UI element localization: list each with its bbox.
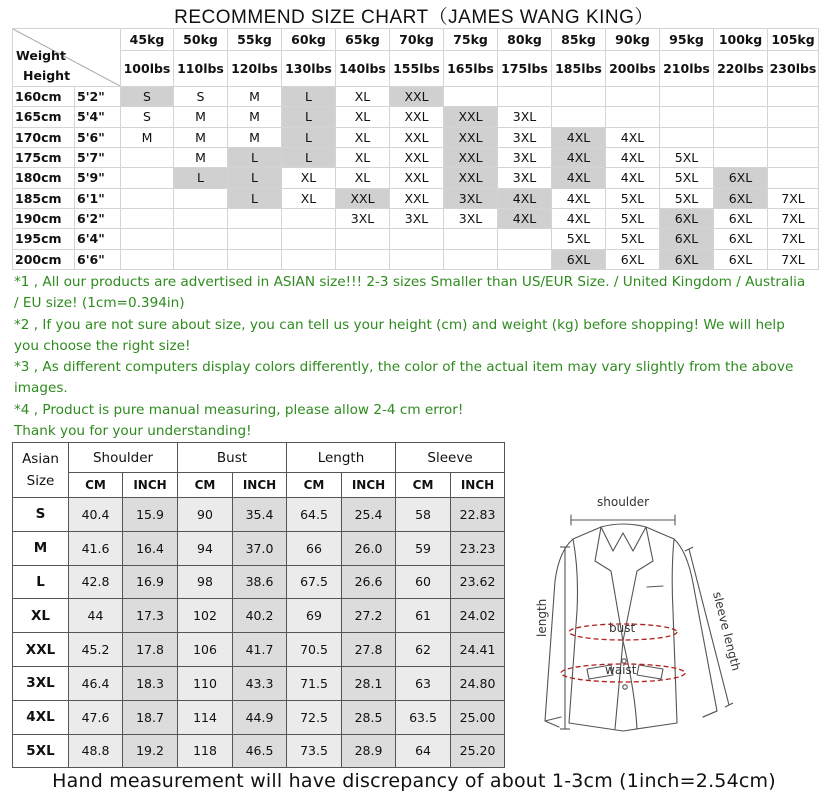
size-cell	[660, 127, 714, 147]
asian-size: L	[13, 565, 69, 599]
asian-size: 3XL	[13, 666, 69, 700]
size-cell: XXL	[390, 147, 444, 167]
size-cell: 7XL	[768, 249, 819, 269]
height-ft: 5'4"	[75, 107, 121, 127]
height-cm: 175cm	[13, 147, 75, 167]
size-cell: 3XL	[444, 208, 498, 228]
size-cell	[714, 147, 768, 167]
height-label: Height	[23, 68, 71, 83]
size-cell: 6XL	[714, 249, 768, 269]
asian-size: 5XL	[13, 734, 69, 768]
weight-lbs-header: 110lbs	[174, 51, 228, 87]
size-cell: 6XL	[714, 229, 768, 249]
measurement-value: 114	[178, 700, 233, 734]
size-cell: XXL	[444, 107, 498, 127]
measurement-row	[13, 531, 505, 565]
size-cell	[336, 249, 390, 269]
measurement-value: 45.2	[69, 633, 123, 667]
size-cell: 4XL	[552, 147, 606, 167]
size-cell: XL	[282, 188, 336, 208]
size-cell: XXL	[390, 188, 444, 208]
measurement-value: 66	[287, 531, 342, 565]
unit-header: INCH	[451, 473, 505, 498]
size-cell: M	[121, 127, 174, 147]
measurement-value: 59	[396, 531, 451, 565]
sleeve-length-label: sleeve length	[710, 590, 744, 673]
measurement-value: 64	[396, 734, 451, 768]
asian-size: 4XL	[13, 700, 69, 734]
size-cell: 4XL	[552, 208, 606, 228]
size-cell: 6XL	[660, 249, 714, 269]
size-cell: 4XL	[498, 208, 552, 228]
size-cell	[768, 86, 819, 106]
size-cell	[121, 208, 174, 228]
size-label: Size	[26, 473, 55, 489]
size-cell: L	[282, 147, 336, 167]
measurement-value: 69	[287, 599, 342, 633]
weight-lbs-header: 120lbs	[228, 51, 282, 87]
measurement-row	[13, 666, 505, 700]
height-cm: 160cm	[13, 86, 75, 106]
measurement-value: 17.3	[123, 599, 178, 633]
size-cell: XL	[282, 168, 336, 188]
size-cell	[282, 229, 336, 249]
size-cell: 4XL	[498, 188, 552, 208]
size-cell: XXL	[444, 147, 498, 167]
size-cell	[282, 249, 336, 269]
size-cell: 4XL	[606, 127, 660, 147]
measurement-value: 37.0	[233, 531, 287, 565]
size-cell: 6XL	[606, 249, 660, 269]
size-cell	[768, 147, 819, 167]
weight-kg-header: 90kg	[606, 29, 660, 51]
height-ft: 6'1"	[75, 188, 121, 208]
measurement-value: 72.5	[287, 700, 342, 734]
measurement-value: 25.00	[451, 700, 505, 734]
size-cell	[768, 107, 819, 127]
measurement-table	[12, 442, 505, 768]
size-cell: 3XL	[498, 127, 552, 147]
size-cell: L	[228, 168, 282, 188]
height-row	[13, 188, 819, 208]
bust-label: bust	[609, 621, 636, 635]
measurement-value: 62	[396, 633, 451, 667]
size-cell: 5XL	[606, 229, 660, 249]
note-thanks: Thank you for your understanding!	[14, 423, 252, 440]
measurement-value: 106	[178, 633, 233, 667]
measurement-value: 42.8	[69, 565, 123, 599]
measurement-value: 28.5	[342, 700, 396, 734]
weight-kg-header: 80kg	[498, 29, 552, 51]
weight-lbs-header: 220lbs	[714, 51, 768, 87]
measurement-value: 63.5	[396, 700, 451, 734]
unit-header: INCH	[123, 473, 178, 498]
size-cell: 5XL	[660, 147, 714, 167]
size-cell: M	[228, 86, 282, 106]
size-cell	[121, 147, 174, 167]
height-row	[13, 229, 819, 249]
size-cell: S	[121, 107, 174, 127]
unit-header: INCH	[342, 473, 396, 498]
measurement-value: 25.4	[342, 498, 396, 532]
size-cell: 6XL	[660, 229, 714, 249]
measurement-value: 64.5	[287, 498, 342, 532]
size-cell: 4XL	[552, 188, 606, 208]
size-cell: 5XL	[606, 208, 660, 228]
size-cell	[768, 168, 819, 188]
measurement-value: 118	[178, 734, 233, 768]
height-ft: 5'6"	[75, 127, 121, 147]
measurement-value: 47.6	[69, 700, 123, 734]
unit-header: CM	[69, 473, 123, 498]
measurement-value: 70.5	[287, 633, 342, 667]
size-cell: 6XL	[660, 208, 714, 228]
size-cell: 3XL	[390, 208, 444, 228]
notes	[14, 272, 814, 442]
measurement-row	[13, 565, 505, 599]
measurement-value: 26.0	[342, 531, 396, 565]
weight-lbs-header: 165lbs	[444, 51, 498, 87]
measurement-value: 40.4	[69, 498, 123, 532]
measurement-value: 19.2	[123, 734, 178, 768]
height-ft: 5'2"	[75, 86, 121, 106]
weight-lbs-header: 175lbs	[498, 51, 552, 87]
size-cell: 3XL	[498, 168, 552, 188]
size-cell: XXL	[390, 168, 444, 188]
size-cell: 3XL	[336, 208, 390, 228]
measurement-value: 23.23	[451, 531, 505, 565]
size-cell: L	[282, 107, 336, 127]
weight-kg-header: 105kg	[768, 29, 819, 51]
measurement-value: 17.8	[123, 633, 178, 667]
weight-lbs-header: 140lbs	[336, 51, 390, 87]
measurement-value: 48.8	[69, 734, 123, 768]
height-cm: 185cm	[13, 188, 75, 208]
recommend-size-table	[12, 28, 819, 270]
size-cell	[121, 249, 174, 269]
weight-kg-header: 65kg	[336, 29, 390, 51]
measurement-value: 61	[396, 599, 451, 633]
unit-header: CM	[396, 473, 451, 498]
measurement-value: 41.6	[69, 531, 123, 565]
size-cell	[498, 249, 552, 269]
size-cell: 5XL	[660, 168, 714, 188]
height-row	[13, 249, 819, 269]
height-ft: 5'7"	[75, 147, 121, 167]
height-row	[13, 107, 819, 127]
weight-label: Weight	[16, 48, 66, 63]
sleeve-header: Sleeve	[396, 443, 505, 473]
measurement-value: 24.41	[451, 633, 505, 667]
measurement-value: 98	[178, 565, 233, 599]
unit-header: INCH	[233, 473, 287, 498]
size-cell: M	[228, 127, 282, 147]
size-cell	[444, 86, 498, 106]
note-1: *1 , All our products are advertised in ASIAN size!!! 2-3 sizes Smaller than US/EUR Size. / United Kingdom / Australia / EU size! (1cm=0.394in)	[14, 274, 806, 312]
weight-kg-header: 100kg	[714, 29, 768, 51]
note-3: *3 , As different computers display colors differently, the color of the actual item may vary slightly from the above images.	[14, 359, 794, 397]
jacket-illustration	[515, 491, 751, 767]
size-cell: 7XL	[768, 188, 819, 208]
size-cell: XXL	[390, 86, 444, 106]
size-cell	[444, 249, 498, 269]
size-cell	[174, 188, 228, 208]
measurement-value: 71.5	[287, 666, 342, 700]
size-cell: 3XL	[444, 188, 498, 208]
size-cell	[121, 168, 174, 188]
measurement-value: 58	[396, 498, 451, 532]
measurement-value: 18.7	[123, 700, 178, 734]
height-row	[13, 86, 819, 106]
size-cell	[498, 86, 552, 106]
height-cm: 200cm	[13, 249, 75, 269]
size-cell	[606, 107, 660, 127]
size-cell: 4XL	[606, 147, 660, 167]
size-cell	[121, 229, 174, 249]
measurement-value: 18.3	[123, 666, 178, 700]
size-cell: S	[121, 86, 174, 106]
size-cell: XXL	[390, 127, 444, 147]
size-cell: L	[228, 188, 282, 208]
size-cell: 6XL	[714, 168, 768, 188]
height-cm: 180cm	[13, 168, 75, 188]
page-title: RECOMMEND SIZE CHART（JAMES WANG KING）	[174, 7, 654, 28]
shoulder-label: shoulder	[597, 495, 650, 509]
measurement-value: 27.8	[342, 633, 396, 667]
size-cell: M	[174, 127, 228, 147]
weight-lbs-header: 185lbs	[552, 51, 606, 87]
size-cell: XL	[336, 86, 390, 106]
size-cell: XXL	[336, 188, 390, 208]
size-cell	[174, 249, 228, 269]
measurement-value: 46.5	[233, 734, 287, 768]
measurement-row	[13, 734, 505, 768]
height-cm: 165cm	[13, 107, 75, 127]
size-cell: XXL	[444, 168, 498, 188]
weight-lbs-header: 130lbs	[282, 51, 336, 87]
size-cell: M	[174, 107, 228, 127]
asian-size-header	[13, 443, 69, 498]
measurement-value: 90	[178, 498, 233, 532]
measurement-value: 24.02	[451, 599, 505, 633]
size-cell: M	[174, 147, 228, 167]
height-ft: 6'6"	[75, 249, 121, 269]
size-cell	[552, 86, 606, 106]
weight-kg-header: 55kg	[228, 29, 282, 51]
size-cell: XL	[336, 107, 390, 127]
measurement-value: 46.4	[69, 666, 123, 700]
weight-kg-header: 95kg	[660, 29, 714, 51]
size-cell: 4XL	[606, 168, 660, 188]
size-cell	[552, 107, 606, 127]
measurement-value: 16.9	[123, 565, 178, 599]
weight-lbs-header: 230lbs	[768, 51, 819, 87]
height-row	[13, 147, 819, 167]
height-row	[13, 127, 819, 147]
measurement-value: 38.6	[233, 565, 287, 599]
size-cell: L	[228, 147, 282, 167]
weight-lbs-header: 200lbs	[606, 51, 660, 87]
measurement-value: 41.7	[233, 633, 287, 667]
weight-lbs-header: 100lbs	[121, 51, 174, 87]
unit-header: CM	[287, 473, 342, 498]
size-cell: 4XL	[552, 168, 606, 188]
size-cell: XL	[336, 147, 390, 167]
weight-height-corner	[13, 29, 121, 87]
asian-size: M	[13, 531, 69, 565]
size-cell	[606, 86, 660, 106]
footer-note: Hand measurement will have discrepancy of about 1-3cm (1inch=2.54cm)	[52, 770, 776, 792]
size-cell	[660, 107, 714, 127]
size-cell: 3XL	[498, 107, 552, 127]
size-cell: S	[174, 86, 228, 106]
size-cell: XL	[336, 127, 390, 147]
measurement-value: 16.4	[123, 531, 178, 565]
measurement-value: 94	[178, 531, 233, 565]
height-ft: 6'2"	[75, 208, 121, 228]
length-label: length	[535, 598, 549, 637]
height-cm: 195cm	[13, 229, 75, 249]
size-cell: L	[282, 86, 336, 106]
note-4: *4 , Product is pure manual measuring, please allow 2-4 cm error!	[14, 401, 464, 418]
weight-kg-header: 75kg	[444, 29, 498, 51]
bust-header: Bust	[178, 443, 287, 473]
measurement-value: 73.5	[287, 734, 342, 768]
length-header: Length	[287, 443, 396, 473]
asian-size: S	[13, 498, 69, 532]
size-cell	[390, 229, 444, 249]
measurement-value: 28.1	[342, 666, 396, 700]
note-2: *2 , If you are not sure about size, you can tell us your height (cm) and weight (kg) before shopping! We will help you choose the right size!	[14, 316, 785, 354]
size-cell: 7XL	[768, 208, 819, 228]
size-cell: L	[282, 127, 336, 147]
size-cell: 5XL	[660, 188, 714, 208]
measurement-value: 15.9	[123, 498, 178, 532]
size-cell: 4XL	[552, 127, 606, 147]
size-cell: XXL	[444, 127, 498, 147]
size-cell: 6XL	[552, 249, 606, 269]
size-cell	[660, 86, 714, 106]
waist-label: waist	[605, 663, 637, 677]
asian-label: Asian	[22, 451, 59, 467]
height-row	[13, 168, 819, 188]
measurement-value: 24.80	[451, 666, 505, 700]
size-cell: XL	[336, 168, 390, 188]
size-cell: 6XL	[714, 208, 768, 228]
measurement-value: 26.6	[342, 565, 396, 599]
size-cell: 5XL	[606, 188, 660, 208]
shoulder-header: Shoulder	[69, 443, 178, 473]
weight-kg-header: 45kg	[121, 29, 174, 51]
size-cell: XXL	[390, 107, 444, 127]
size-cell	[174, 208, 228, 228]
size-cell: L	[174, 168, 228, 188]
weight-kg-header: 85kg	[552, 29, 606, 51]
size-cell	[228, 249, 282, 269]
size-cell: 5XL	[552, 229, 606, 249]
height-row	[13, 208, 819, 228]
size-cell	[768, 127, 819, 147]
measurement-value: 25.20	[451, 734, 505, 768]
size-cell	[228, 229, 282, 249]
measurement-row	[13, 633, 505, 667]
measurement-value: 43.3	[233, 666, 287, 700]
measurement-value: 63	[396, 666, 451, 700]
asian-size: XXL	[13, 633, 69, 667]
weight-kg-header: 60kg	[282, 29, 336, 51]
asian-size: XL	[13, 599, 69, 633]
unit-header: CM	[178, 473, 233, 498]
measurement-row	[13, 599, 505, 633]
weight-lbs-header: 155lbs	[390, 51, 444, 87]
weight-kg-header: 50kg	[174, 29, 228, 51]
measurement-value: 40.2	[233, 599, 287, 633]
size-cell	[336, 229, 390, 249]
measurement-value: 102	[178, 599, 233, 633]
size-cell: 7XL	[768, 229, 819, 249]
measurement-row	[13, 498, 505, 532]
size-cell: 3XL	[498, 147, 552, 167]
measurement-value: 35.4	[233, 498, 287, 532]
measurement-value: 67.5	[287, 565, 342, 599]
jacket-diagram	[515, 491, 751, 767]
size-cell: 6XL	[714, 188, 768, 208]
size-cell	[174, 229, 228, 249]
size-cell: M	[228, 107, 282, 127]
size-cell	[282, 208, 336, 228]
measurement-value: 22.83	[451, 498, 505, 532]
measurement-value: 28.9	[342, 734, 396, 768]
weight-lbs-header: 210lbs	[660, 51, 714, 87]
size-cell	[714, 127, 768, 147]
height-ft: 5'9"	[75, 168, 121, 188]
height-cm: 190cm	[13, 208, 75, 228]
measurement-value: 110	[178, 666, 233, 700]
measurement-value: 27.2	[342, 599, 396, 633]
size-cell	[121, 188, 174, 208]
measurement-value: 44	[69, 599, 123, 633]
size-cell	[498, 229, 552, 249]
measurement-value: 23.62	[451, 565, 505, 599]
size-cell	[228, 208, 282, 228]
measurement-value: 60	[396, 565, 451, 599]
size-cell	[714, 107, 768, 127]
size-cell	[714, 86, 768, 106]
measurement-value: 44.9	[233, 700, 287, 734]
size-cell	[444, 229, 498, 249]
height-cm: 170cm	[13, 127, 75, 147]
weight-kg-header: 70kg	[390, 29, 444, 51]
size-cell	[390, 249, 444, 269]
measurement-row	[13, 700, 505, 734]
height-ft: 6'4"	[75, 229, 121, 249]
